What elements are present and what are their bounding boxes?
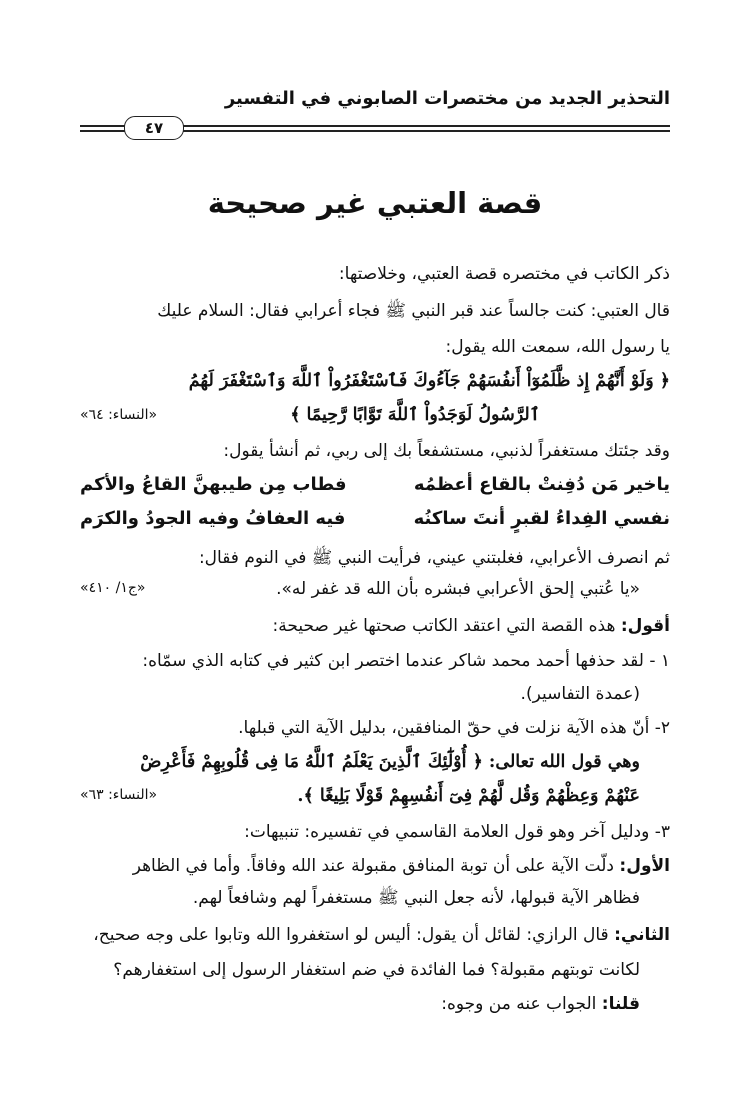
body-line	[78, 921, 670, 949]
quran-verse-line: وهي قول الله تعالى: ﴿ أُوْلَٰٓئِكَ ٱلَّذِينَ يَعْلَمُ ٱللَّهُ مَا فِى قُلُوبِهِمْ فَأَعْرِضْ	[140, 752, 640, 772]
verse-reference: «النساء: ٦٤»	[80, 407, 158, 423]
second-note-label: الثاني:	[614, 925, 670, 945]
verse-reference: «النساء: ٦٣»	[80, 787, 158, 803]
body-line: لكانت توبتهم مقبولة؟ فما الفائدة في ضم استغفار الرسول إلى استغفارهم؟	[113, 960, 640, 980]
first-note-text: دلّت الآية على أن توبة المنافق مقبولة عند الله وفاقاً. وأما في الظاهر	[132, 856, 614, 876]
first-note-label: الأول:	[619, 856, 670, 876]
body-line	[78, 612, 670, 640]
aqul-label: أقول:	[620, 616, 670, 636]
header-rule	[80, 116, 670, 140]
body-line	[78, 990, 640, 1018]
body-line: ٢- أنّ هذه الآية نزلت في حقّ المنافقين، بدليل الآية التي قبلها.	[238, 718, 670, 738]
qulna-label: قلنا:	[601, 994, 640, 1014]
body-line: فظاهر الآية قبولها، لأنه جعل النبي ﷺ مستغفراً لهم وشافعاً لهم.	[192, 888, 640, 908]
running-header-title: التحذير الجديد من مختصرات الصابوني في التفسير	[224, 88, 670, 109]
body-line: يا رسول الله، سمعت الله يقول:	[445, 337, 670, 357]
page-number-badge: ٤٧	[124, 116, 184, 140]
poem-verse-hemistich: فطاب مِن طيبهنَّ القاعُ والأكم	[80, 474, 347, 495]
poem-verse-hemistich: نفسي الفِداءُ لقبرٍ أنتَ ساكنُه	[413, 508, 670, 529]
aqul-text: هذه القصة التي اعتقد الكاتب صحتها غير صحيحة:	[272, 616, 616, 636]
quran-verse-line: عَنْهُمْ وَعِظْهُمْ وَقُل لَّهُمْ فِىٓ أَنفُسِهِمْ قَوْلًا بَلِيغًا ﴾.	[297, 786, 640, 806]
chapter-title: قصة العتبي غير صحيحة	[207, 186, 543, 220]
body-line: ٣- ودليل آخر وهو قول العلامة القاسمي في تفسيره: تنبيهات:	[244, 822, 670, 842]
body-line: ثم انصرف الأعرابي، فغلبتني عيني، فرأيت النبي ﷺ في النوم فقال:	[198, 548, 670, 568]
body-line: ذكر الكاتب في مختصره قصة العتبي، وخلاصتها:	[338, 264, 670, 284]
body-line: وقد جئتك مستغفراً لذنبي، مستشفعاً بك إلى ربي، ثم أنشأ يقول:	[223, 441, 670, 461]
body-line	[78, 852, 670, 880]
quran-verse-line: ﴿ وَلَوْ أَنَّهُمْ إِذ ظَّلَمُوٓاْ أَنفُسَهُمْ جَآءُوكَ فَٱسْتَغْفَرُواْ ٱللَّهَ وَٱسْتَغْفَرَ لَهُمُ	[188, 371, 670, 391]
volume-reference: «ج١/ ٤١٠»	[80, 580, 146, 596]
body-line: قال العتبي: كنت جالساً عند قبر النبي ﷺ فجاء أعرابي فقال: السلام عليك	[157, 301, 670, 321]
second-note-text: قال الرازي: لقائل أن يقول: أليس لو استغفروا الله وتابوا على وجه صحيح،	[93, 925, 609, 945]
qulna-text: الجواب عنه من وجوه:	[441, 994, 597, 1014]
quran-verse-line: ٱلرَّسُولُ لَوَجَدُواْ ٱللَّهَ تَوَّابًا رَّحِيمًا ﴾	[290, 405, 540, 425]
poem-verse-hemistich: ياخير مَن دُفِنتْ بالقاع أعظمُه	[413, 474, 670, 495]
poem-verse-hemistich: فيه العفافُ وفيه الجودُ والكرَم	[80, 508, 346, 529]
body-line: (عمدة التفاسير).	[520, 684, 640, 704]
body-line: ١ - لقد حذفها أحمد محمد شاكر عندما اختصر ابن كثير في كتابه الذي سمّاه:	[142, 651, 670, 671]
body-line: «يا عُتبي إلحق الأعرابي فبشره بأن الله قد غفر له».	[276, 579, 640, 599]
